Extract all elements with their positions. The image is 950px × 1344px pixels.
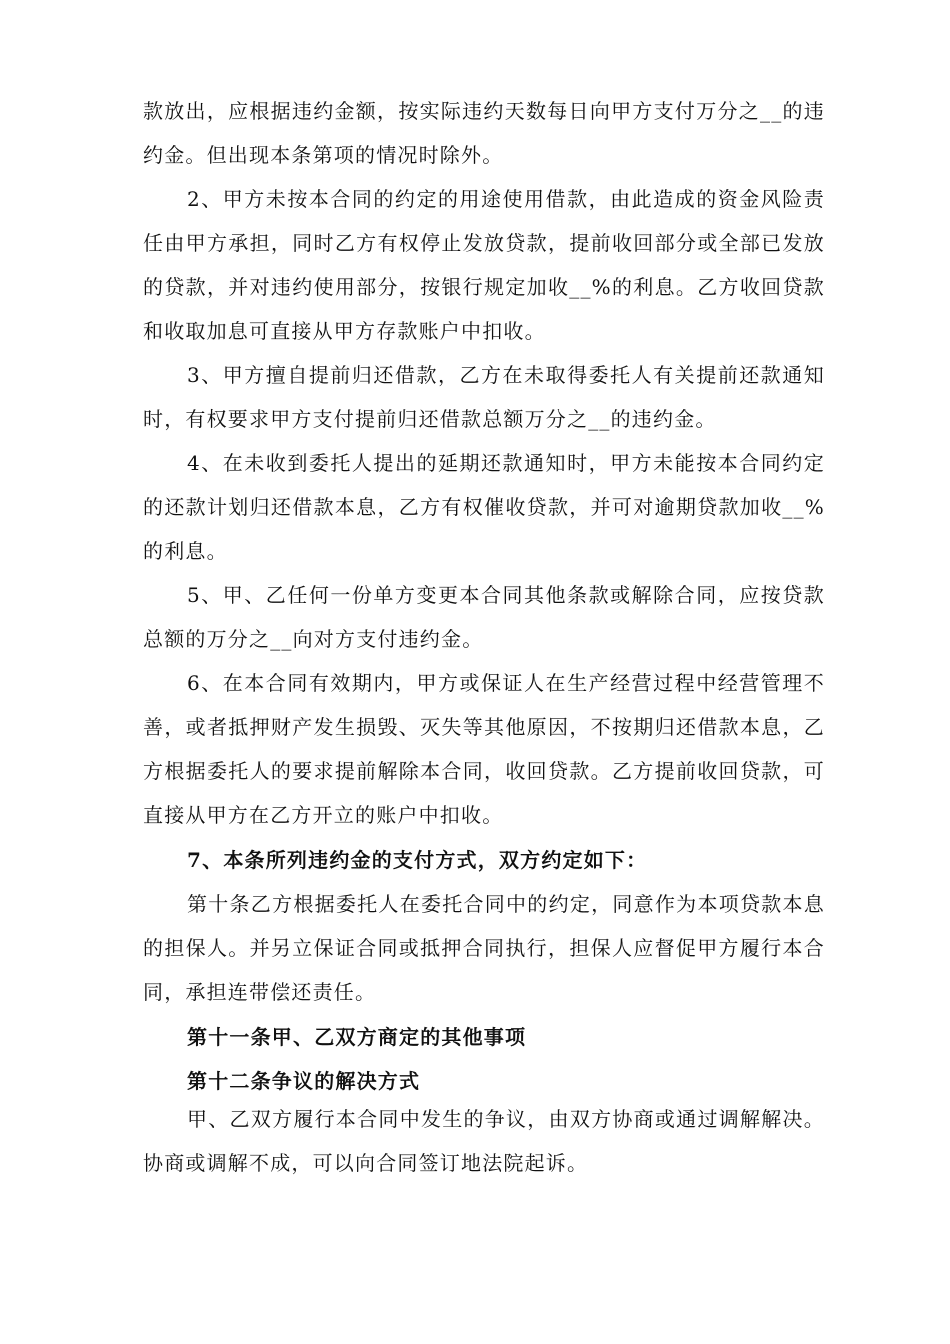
article-12-heading: 第十二条争议的解决方式	[187, 1069, 421, 1093]
paragraph-item-7-heading: 7、本条所列违约金的支付方式，双方约定如下：	[187, 848, 648, 872]
paragraph-item-6: 6、在本合同有效期内，甲方或保证人在生产经营过程中经营管理不善，或者抵押财产发生损毁、灭失等其他原因，不按期归还借款本息，乙方根据委托人的要求提前解除本合同，收回贷款。乙方提前收回贷款，可直接从甲方在乙方开立的账户中扣收。	[143, 671, 825, 827]
article-12-body: 甲、乙双方履行本合同中发生的争议，由双方协商或通过调解解决。协商或调解不成，可以向合同签订地法院起诉。	[143, 1107, 825, 1175]
paragraph-item-4: 4、在未收到委托人提出的延期还款通知时，甲方未能按本合同约定的还款计划归还借款本息，乙方有权催收贷款，并可对逾期贷款加收__%的利息。	[143, 451, 825, 563]
article-10: 第十条乙方根据委托人在委托合同中的约定，同意作为本项贷款本息的担保人。并另立保证合同或抵押合同执行，担保人应督促甲方履行本合同，承担连带偿还责任。	[143, 892, 825, 1004]
paragraph-continuation: 款放出，应根据违约金额，按实际违约天数每日向甲方支付万分之__的违约金。但出现本条第项的情况时除外。	[143, 99, 825, 167]
article-11-heading: 第十一条甲、乙双方商定的其他事项	[187, 1025, 527, 1049]
paragraph-item-2: 2、甲方未按本合同的约定的用途使用借款，由此造成的资金风险责任由甲方承担，同时乙方有权停止发放贷款，提前收回部分或全部已发放的贷款，并对违约使用部分，按银行规定加收__%的利息。乙方收回贷款和收取加息可直接从甲方存款账户中扣收。	[143, 187, 825, 343]
paragraph-item-5: 5、甲、乙任何一份单方变更本合同其他条款或解除合同，应按贷款总额的万分之__向对方支付违约金。	[143, 583, 825, 651]
paragraph-item-3: 3、甲方擅自提前归还借款，乙方在未取得委托人有关提前还款通知时，有权要求甲方支付提前归还借款总额万分之__的违约金。	[143, 363, 825, 431]
